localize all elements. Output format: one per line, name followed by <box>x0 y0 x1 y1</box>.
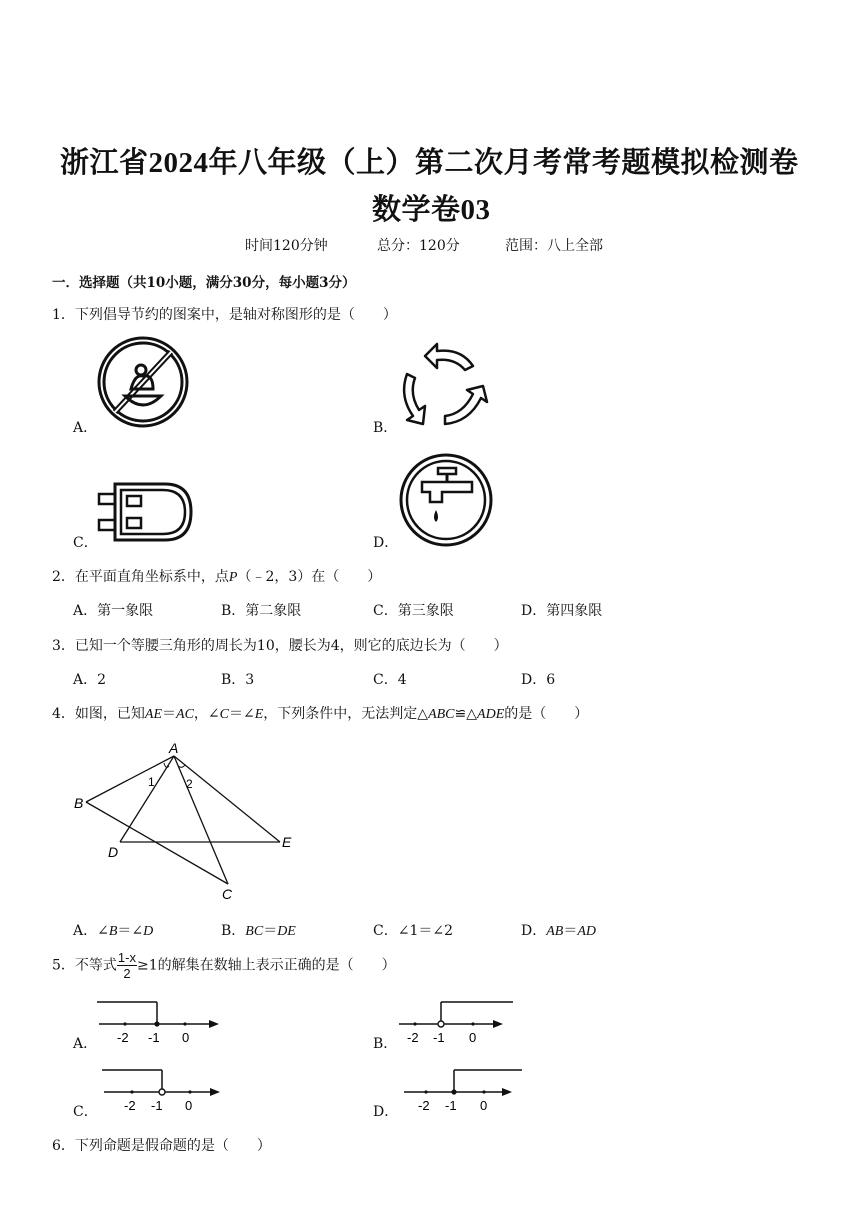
q3-option-a: A．2 <box>73 672 107 688</box>
tick-label: -1 <box>445 1098 457 1113</box>
q1-option-a-label: A． <box>73 420 98 436</box>
q2-stem-prefix: 2．在平面直角坐标系中，点 <box>52 569 229 585</box>
q4-stem-part: ，∠ <box>193 706 220 722</box>
q4-stem-part: ，下列条件中，无法判定△ <box>263 706 429 722</box>
page-subtitle: 数学卷03 <box>372 194 491 226</box>
q4-opt-var: AD <box>577 924 597 939</box>
exam-time: 时间120分钟 <box>245 238 328 254</box>
tick-label: -1 <box>148 1030 160 1045</box>
q2-stem-suffix: （﹣2，3）在（ ） <box>237 569 382 585</box>
q4-opt-part: ＝ <box>263 923 278 939</box>
water-tap-icon <box>398 452 494 548</box>
q4-opt-part: A．∠ <box>73 923 109 939</box>
figure-label-a: A <box>169 740 179 756</box>
figure-label-c: C <box>222 886 233 902</box>
q4-opt-part: B． <box>221 923 246 939</box>
tick-label: 0 <box>469 1030 477 1045</box>
q5-stem-prefix: 5．不等式 <box>52 957 117 974</box>
q5-option-c-label: C． <box>73 1104 98 1120</box>
tick-label: 0 <box>185 1098 193 1113</box>
exam-total-score: 总分：120分 <box>377 238 460 254</box>
question-5-stem <box>52 950 396 981</box>
q4-opt-part: ＝ <box>563 923 578 939</box>
number-line-d <box>402 1064 526 1116</box>
q4-stem-part: 4．如图，已知 <box>52 706 145 722</box>
no-food-waste-icon <box>95 334 191 430</box>
q4-option-d <box>521 920 596 940</box>
q4-opt-var: D <box>143 924 154 939</box>
figure-label-d: D <box>108 844 119 860</box>
section-heading: 一．选择题（共10小题，满分30分，每小题3分） <box>52 275 356 291</box>
q5-option-a-label: A． <box>73 1036 98 1052</box>
q5-frac-numerator: 1-x <box>117 950 136 965</box>
q5-frac-denominator: 2 <box>123 966 131 981</box>
q4-option-a <box>73 920 153 940</box>
tick-label: 0 <box>182 1030 190 1045</box>
q2-point-var: P <box>228 570 238 585</box>
question-2-stem <box>52 566 381 586</box>
question-4-stem <box>52 703 588 723</box>
q4-var: C <box>219 707 229 722</box>
q5-option-d-label: D． <box>373 1104 399 1120</box>
figure-label-b: B <box>74 795 84 811</box>
tick-label: 0 <box>480 1098 488 1113</box>
q4-stem-part: 的是（ ） <box>504 706 589 722</box>
number-line-a <box>95 996 225 1048</box>
tick-label: -2 <box>124 1098 136 1113</box>
q2-option-c: C．第三象限 <box>373 603 454 619</box>
angle-label-2: 2 <box>186 777 193 791</box>
q1-option-c-label: C． <box>73 535 98 551</box>
tick-label: -2 <box>117 1030 129 1045</box>
question-6-stem: 6．下列命题是假命题的是（ ） <box>52 1138 271 1154</box>
q4-opt-var: AB <box>546 924 564 939</box>
q3-option-c: C．4 <box>373 672 407 688</box>
number-line-c <box>100 1064 225 1116</box>
q3-option-b: B．3 <box>221 672 255 688</box>
q2-option-a: A．第一象限 <box>73 603 154 619</box>
q4-option-b <box>221 920 296 940</box>
q5-fraction <box>117 950 137 981</box>
q4-stem-part: ＝ <box>162 706 177 722</box>
q4-opt-part: ＝∠ <box>117 923 144 939</box>
q4-option-c <box>373 920 453 940</box>
question-3-stem: 3．已知一个等腰三角形的周长为10，腰长为4，则它的底边长为（ ） <box>52 638 508 654</box>
q4-var: AE <box>144 707 163 722</box>
q4-opt-var: BC <box>245 924 264 939</box>
page-title: 浙江省2024年八年级（上）第二次月考常考题模拟检测卷 <box>60 147 799 179</box>
tick-label: -1 <box>151 1098 163 1113</box>
q3-option-d: D．6 <box>521 672 556 688</box>
q4-var: ABC <box>428 707 455 722</box>
figure-label-e: E <box>282 834 292 850</box>
q4-var: ADE <box>477 707 505 722</box>
triangle-figure <box>70 736 310 906</box>
q5-option-b-label: B． <box>373 1036 398 1052</box>
q4-var: E <box>254 707 264 722</box>
tick-label: -1 <box>433 1030 445 1045</box>
power-plug-icon <box>95 480 195 544</box>
q5-stem-suffix: ≥1的解集在数轴上表示正确的是（ ） <box>136 957 396 974</box>
exam-range: 范围：八上全部 <box>505 238 603 254</box>
q4-stem-part: ≌△ <box>454 706 478 722</box>
angle-label-1: 1 <box>148 775 155 789</box>
q4-opt-part: C．∠1＝∠2 <box>373 923 453 939</box>
q4-opt-var: DE <box>277 924 296 939</box>
q1-option-b-label: B． <box>373 420 398 436</box>
question-1-stem: 1．下列倡导节约的图案中，是轴对称图形的是（ ） <box>52 307 397 323</box>
number-line-b <box>397 996 517 1048</box>
q4-opt-part: D． <box>521 923 547 939</box>
q4-var: AC <box>176 707 194 722</box>
q2-option-b: B．第二象限 <box>221 603 302 619</box>
q2-option-d: D．第四象限 <box>521 603 603 619</box>
q1-option-d-label: D． <box>373 535 399 551</box>
tick-label: -2 <box>407 1030 419 1045</box>
tick-label: -2 <box>418 1098 430 1113</box>
q4-stem-part: ＝∠ <box>229 706 255 722</box>
q4-opt-var: B <box>108 924 118 939</box>
recycle-arrows-icon <box>395 338 491 434</box>
